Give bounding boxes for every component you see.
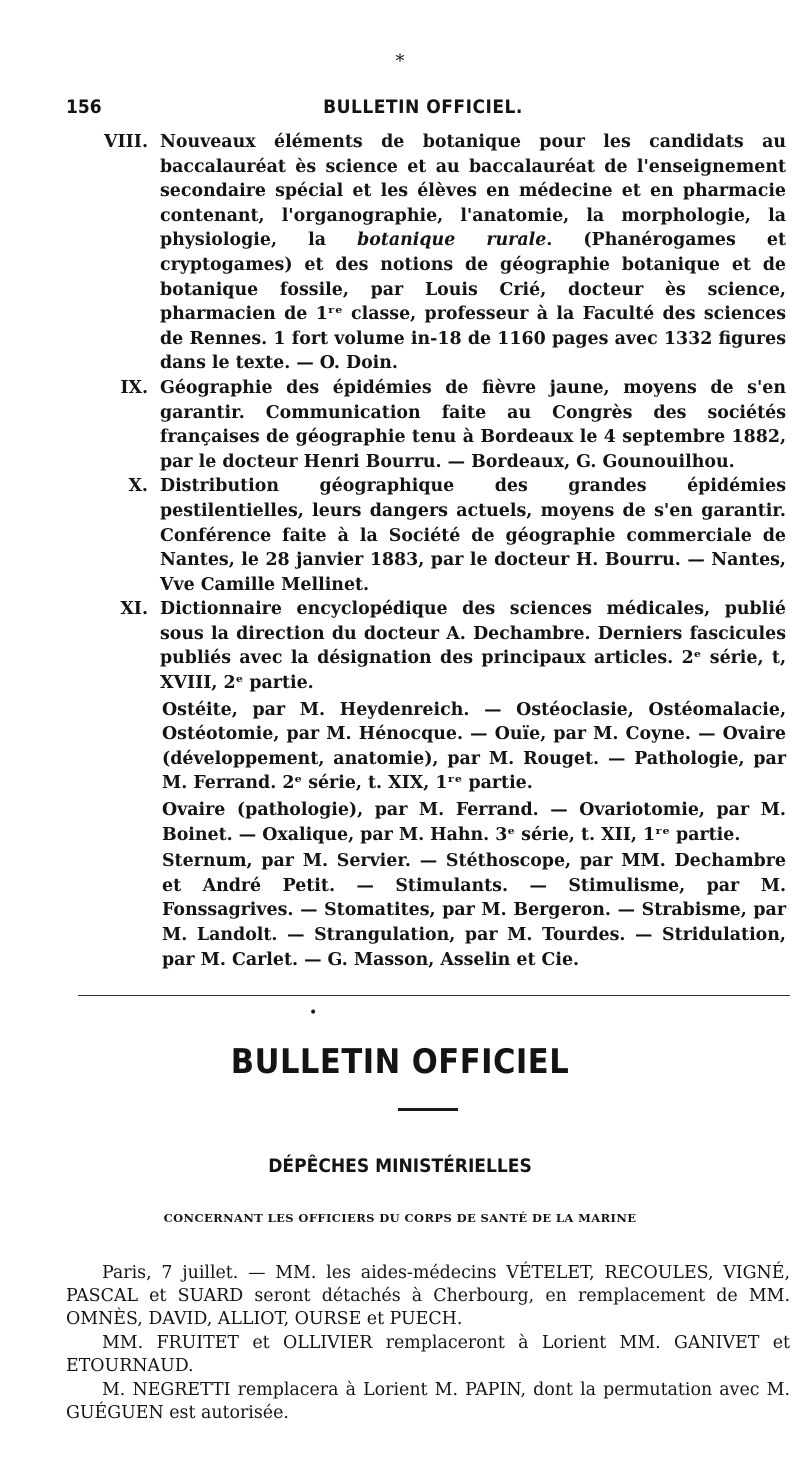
- title-rule: [398, 1108, 458, 1111]
- divider-dot: •: [309, 1005, 318, 1021]
- section-subtitle: DÉPÊCHES MINISTÉRIELLES: [268, 1155, 532, 1177]
- bibliography-entry: [66, 376, 786, 474]
- dispatch-paragraph: MM. FRUITET et OLLIVIER remplaceront à Lorient MM. GANIVET et ETOURNAUD.: [66, 1333, 790, 1376]
- running-head-title: BULLETIN OFFICIEL.: [323, 96, 523, 118]
- entry-number: XI.: [120, 599, 148, 620]
- entry-text: Nouveaux éléments de botanique pour les candidats au baccalauréat ès science et au baccalauréat de l'enseignement secondaire spécial et les élèves en médecine et en pharmacie contenant, l'organographie, l'anatomie, la morphologie, la physiologie, la botanique rurale. (Phanérogames et cryptogames) et des notions de géographie botanique et de botanique fossile, par Louis Crié, docteur ès science, pharmacien de 1ʳᵉ classe, professeur à la Faculté des sciences de Rennes. 1 fort volume in-18 de 1160 pages avec 1332 figures dans le texte. — O. Doin.: [160, 132, 786, 374]
- bibliography-entry: [66, 130, 786, 376]
- asterisk-mark: *: [395, 51, 405, 72]
- entry-subparagraph: Ovaire (pathologie), par M. Ferrand. — Ovariotomie, par M. Boinet. — Oxalique, par M. Hahn. 3ᵉ série, t. XII, 1ʳᵉ partie.: [162, 800, 786, 845]
- entry-number: VIII.: [104, 132, 148, 152]
- dispatch-paragraph: Paris, 7 juillet. — MM. les aides-médecins VÉTELET, RECOULES, VIGNÉ, PASCAL et SUARD seront détachés à Cherbourg, en remplacement de MM. OMNÈS, DAVID, ALLIOT, OURSE et PUECH.: [66, 1263, 790, 1329]
- dispatch-paragraph: M. NEGRETTI remplacera à Lorient M. PAPIN, dont la permutation avec M. GUÉGUEN est autorisée.: [66, 1380, 790, 1423]
- running-header: [66, 94, 780, 120]
- entry-text: Géographie des épidémies de fièvre jaune, moyens de s'en garantir. Communication faite au Congrès des sociétés françaises de géographie tenu à Bordeaux le 4 septembre 1882, par le docteur Henri Bourru. — Bordeaux, G. Gounouilhou.: [160, 377, 786, 472]
- section-title: BULLETIN OFFICIEL: [230, 1042, 570, 1082]
- entry-subparagraph: Sternum, par M. Servier. — Stéthoscope, par MM. Dechambre et André Petit. — Stimulants. — Stimulisme, par M. Fonssagrives. — Stomatites, par M. Bergeron. — Strabisme, par M. Landolt. — Strangulation, par M. Tourdes. — Stridulation, par M. Carlet. — G. Masson, Asselin et Cie.: [162, 851, 786, 970]
- dispatch-body: [66, 1262, 790, 1426]
- entry-subparagraph: Ostéite, par M. Heydenreich. — Ostéoclasie, Ostéomalacie, Ostéotomie, par M. Hénocque. — Ouïe, par M. Coyne. — Ovaire (développement, anatomie), par M. Rouget. — Pathologie, par M. Ferrand. 2ᵉ série, t. XIX, 1ʳᵉ partie.: [162, 699, 786, 794]
- bibliography-entry: [66, 597, 786, 972]
- entry-text: Dictionnaire encyclopédique des sciences médicales, publié sous la direction du docteur A. Dechambre. Derniers fascicules publiés avec la désignation des principaux articles. 2ᵉ série, t, XVIII, 2ᵉ partie.: [160, 599, 786, 694]
- section-subheading: CONCERNANT LES OFFICIERS DU CORPS DE SANTÉ DE LA MARINE: [163, 1211, 637, 1225]
- entry-text: Distribution géographique des grandes épidémies pestilentielles, leurs dangers actuels, moyens de s'en garantir. Conférence faite à la Société de géographie commerciale de Nantes, le 28 janvier 1883, par le docteur H. Bourru. — Nantes, Vve Camille Mellinet.: [160, 476, 786, 595]
- section-divider: [78, 995, 790, 996]
- entry-number: IX.: [120, 377, 148, 398]
- entry-number: X.: [128, 476, 148, 497]
- entry-emphasis: botanique rurale: [357, 230, 547, 251]
- bibliography-list: [66, 130, 786, 972]
- page-number: 156: [66, 96, 102, 118]
- bibliography-entry: [66, 474, 786, 597]
